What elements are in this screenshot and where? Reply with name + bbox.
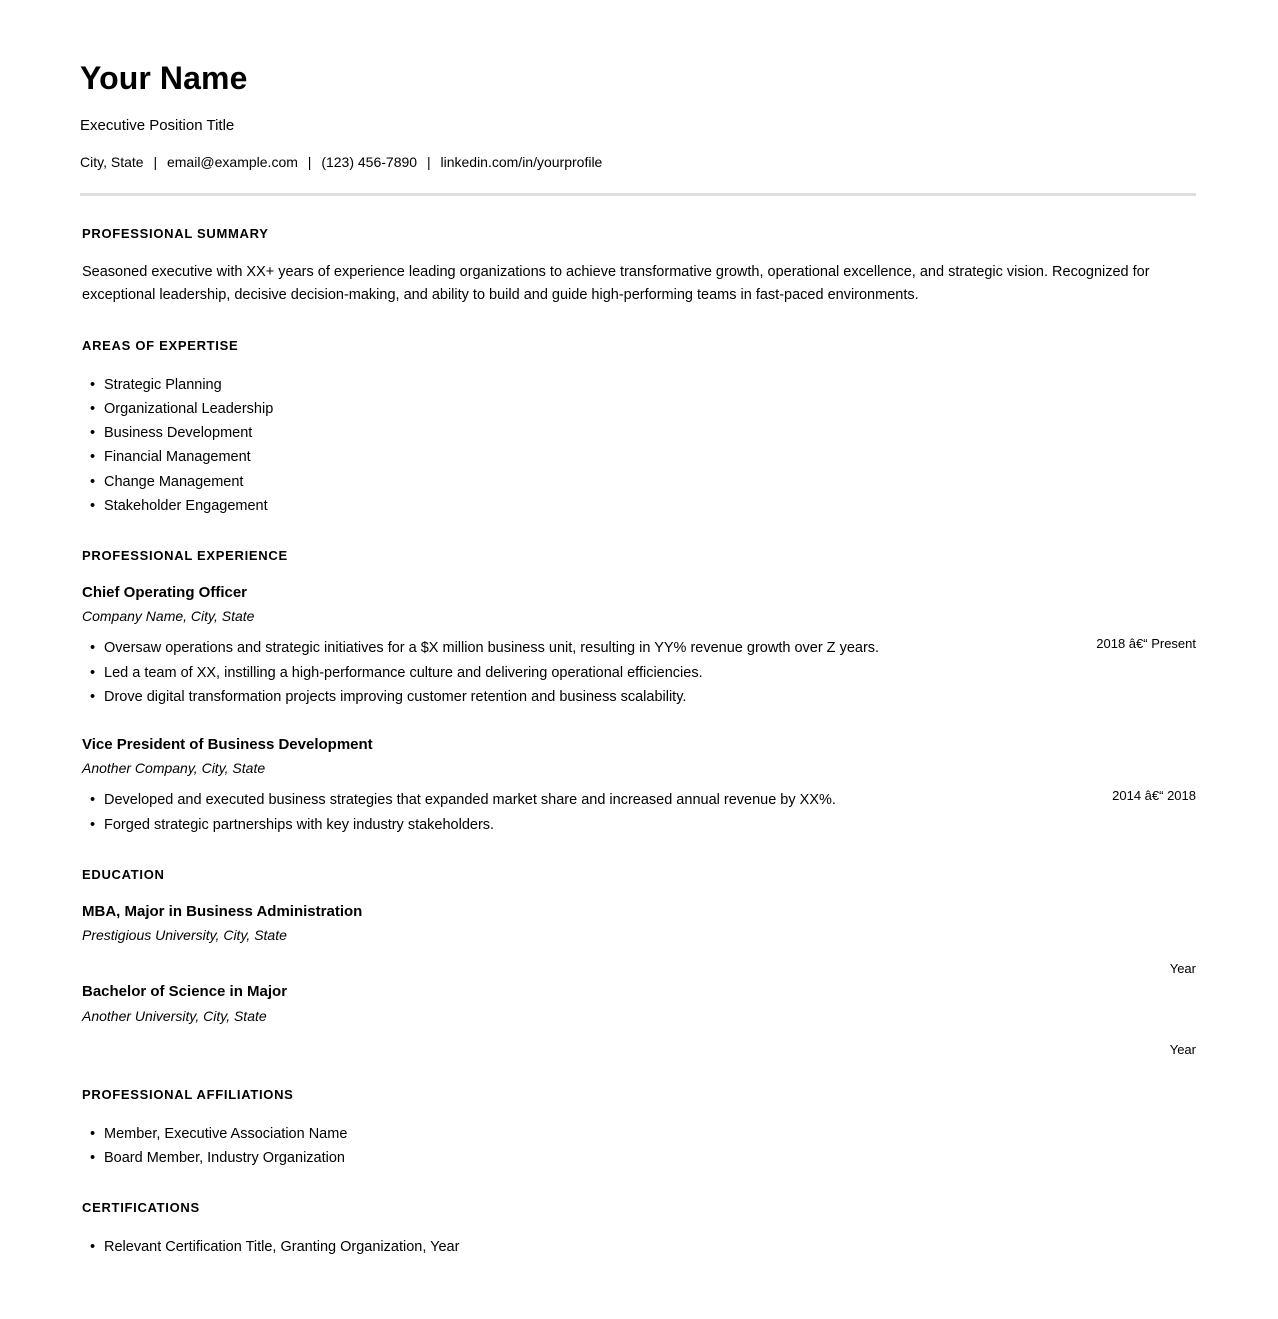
education-year: Year [1169,961,1196,977]
list-item: • Strategic Planning [82,373,1196,397]
contact-email[interactable]: email@example.com [166,153,298,170]
list-item: • Organizational Leadership [82,397,1196,421]
education-entry-head [82,902,1196,945]
experience-entry-body [80,788,1196,836]
contact-separator: | [307,153,312,170]
contact-location: City, State [80,153,144,170]
contact-linkedin[interactable]: linkedin.com/in/yourprofile [440,153,603,170]
candidate-name: Your Name [80,60,248,96]
section-professional-affiliations [80,1087,1196,1170]
experience-entry-body [80,636,1196,709]
section-professional-experience [80,548,1196,837]
contact-separator: | [426,153,431,170]
experience-entry [80,583,1196,709]
experience-date-range: 2014 â€“ 2018 [1112,788,1196,804]
affiliations-list [80,1122,1196,1170]
experience-role: Chief Operating Officer [82,583,248,601]
education-institution: Prestigious University, City, State [82,927,287,944]
certifications-list [80,1235,1196,1259]
experience-organization: Company Name, City, State [82,608,255,625]
section-title: CERTIFICATIONS [82,1199,200,1215]
section-professional-summary [80,226,1196,308]
section-title: AREAS OF EXPERTISE [82,337,239,353]
summary-paragraph: Seasoned executive with XX+ years of experience leading organizations to achieve transformative growth, operational excellence, and strategic vision. Recognized for exceptional leadership, decisive decision-making, and ability to build and guide high-performing teams in fast-paced environments. [82,263,1150,304]
contact-line [80,154,1196,170]
resume-header [80,60,1196,196]
list-item: • Relevant Certification Title, Granting Organization, Year [82,1235,1196,1259]
list-item: • Business Development [82,421,1196,445]
header-divider [80,193,1196,196]
section-title: PROFESSIONAL SUMMARY [82,225,269,241]
section-areas-of-expertise [80,338,1196,518]
list-item: • Member, Executive Association Name [82,1122,1196,1146]
experience-organization: Another Company, City, State [82,760,266,777]
education-year: Year [1169,1041,1196,1057]
experience-date-range: 2018 â€“ Present [1096,636,1196,652]
section-title: EDUCATION [82,866,165,882]
list-item: • Stakeholder Engagement [82,494,1196,518]
list-item: • Developed and executed business strategies that expanded market share and increased annual revenue by XX%. [82,788,1196,812]
education-institution: Another University, City, State [82,1007,267,1024]
list-item: • Change Management [82,470,1196,494]
section-certifications [80,1200,1196,1259]
expertise-list [80,373,1196,518]
contact-phone[interactable]: (123) 456-7890 [321,153,418,170]
section-title: PROFESSIONAL AFFILIATIONS [82,1086,294,1102]
experience-entry-head [82,583,1196,626]
contact-separator: | [153,153,158,170]
list-item: • Oversaw operations and strategic initiatives for a $X million business unit, resulting in YY% revenue growth over Z years. [82,636,1196,660]
section-title: PROFESSIONAL EXPERIENCE [82,547,288,563]
experience-entry [80,735,1196,837]
education-degree: Bachelor of Science in Major [82,983,288,1001]
experience-entry-head [82,735,1196,778]
list-item: • Forged strategic partnerships with key industry stakeholders. [82,813,1196,837]
list-item: • Drove digital transformation projects improving customer retention and business scalability. [82,685,1196,709]
education-degree: MBA, Major in Business Administration [82,902,363,920]
candidate-job-title: Executive Position Title [80,116,235,134]
list-item: • Financial Management [82,445,1196,469]
list-item: • Led a team of XX, instilling a high-performance culture and delivering operational efficiencies. [82,661,1196,685]
section-education [80,867,1196,1057]
list-item: • Board Member, Industry Organization [82,1146,1196,1170]
education-entry-head [82,982,1196,1025]
experience-bullet-list [80,788,1196,836]
experience-bullet-list [80,636,1196,709]
experience-role: Vice President of Business Development [82,735,373,753]
education-entry [80,902,1196,976]
education-entry [80,982,1196,1056]
